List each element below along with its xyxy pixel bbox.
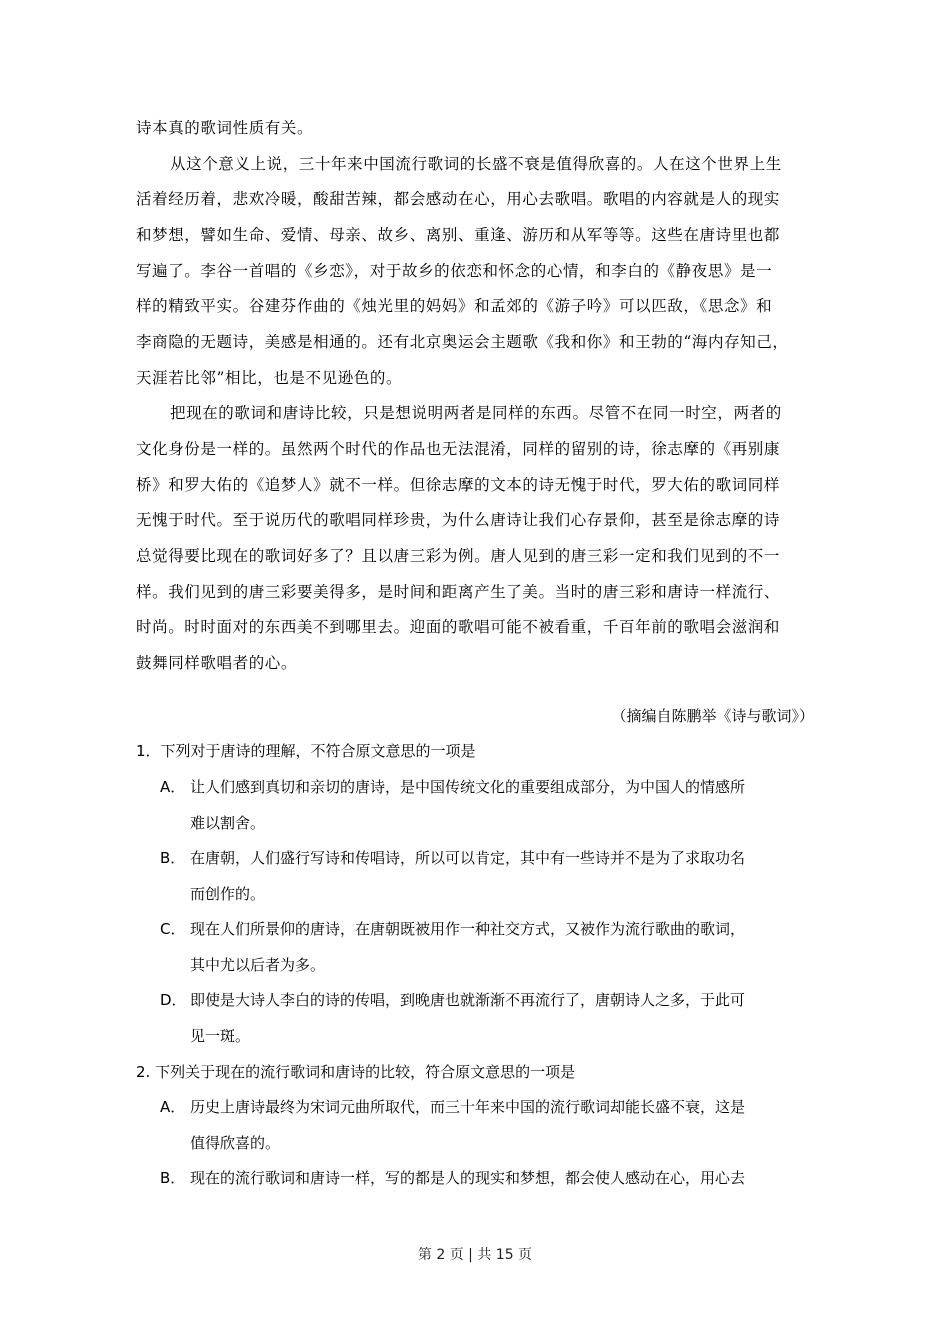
option-text: 现在人们所景仰的唐诗，在唐朝既被用作一种社交方式，又被作为流行歌曲的歌词， [190, 920, 746, 938]
passage-line: 样。我们见到的唐三彩要美得多，是时间和距离产生了美。当时的唐三彩和唐诗一样流行、 [136, 583, 781, 601]
question-1-stem: 1．下列对于唐诗的理解，不符合原文意思的一项是 [136, 742, 476, 760]
option-text: 让人们感到真切和亲切的唐诗，是中国传统文化的重要组成部分，为中国人的情感所 [190, 778, 746, 796]
option-text: 即使是大诗人李白的诗的传唱，到晚唐也就渐渐不再流行了，唐朝诗人之多，于此可 [190, 991, 746, 1009]
question-2-option-b [160, 1168, 745, 1188]
option-text: 历史上唐诗最终为宋词元曲所取代，而三十年来中国的流行歌词却能长盛不衰，这是 [190, 1098, 746, 1116]
option-label: A． [160, 1098, 186, 1116]
question-1-option-d [160, 990, 745, 1010]
passage-source: （摘编自陈鹏举《诗与歌词》） [611, 707, 814, 725]
question-2-option-a [160, 1097, 745, 1117]
passage-line: 天涯若比邻”相比，也是不见逊色的。 [136, 369, 403, 387]
passage-line: 和梦想，譬如生命、爱情、母亲、故乡、离别、重逢、游历和从军等等。这些在唐诗里也都 [136, 226, 781, 244]
passage-line: 无愧于时代。至于说历代的歌唱同样珍贵，为什么唐诗让我们心存景仰，甚至是徐志摩的诗 [136, 511, 781, 529]
option-text-continued: 而创作的。 [190, 885, 266, 903]
passage-line: 诗本真的歌词性质有关。 [136, 119, 314, 137]
question-2-stem: 2. 下列关于现在的流行歌词和唐诗的比较，符合原文意思的一项是 [136, 1063, 576, 1081]
passage-line: 李商隐的无题诗，美感是相通的。还有北京奥运会主题歌《我和你》和王勃的“海内存知己， [136, 333, 789, 351]
option-text: 在唐朝，人们盛行写诗和传唱诗，所以可以肯定，其中有一些诗并不是为了求取功名 [190, 849, 746, 867]
passage-line: 桥》和罗大佑的《追梦人》就不一样。但徐志摩的文本的诗无愧于时代，罗大佑的歌词同样 [136, 476, 781, 494]
option-label: B． [160, 849, 186, 867]
passage-line: 样的精致平实。谷建芬作曲的《烛光里的妈妈》和孟郊的《游子吟》可以匹敌，《思念》和 [136, 297, 773, 315]
passage-line: 活着经历着，悲欢冷暖，酸甜苦辣，都会感动在心，用心去歌唱。歌唱的内容就是人的现实 [136, 190, 781, 208]
passage-paragraph-start: 把现在的歌词和唐诗比较，只是想说明两者是同样的东西。尽管不在同一时空，两者的 [170, 404, 782, 422]
page-footer: 第 2 页 | 共 15 页 [417, 1247, 533, 1263]
question-1-option-a [160, 777, 745, 797]
option-label: B． [160, 1169, 186, 1187]
option-label: A． [160, 778, 186, 796]
passage-paragraph-start: 从这个意义上说，三十年来中国流行歌词的长盛不衰是值得欣喜的。人在这个世界上生 [170, 155, 782, 173]
option-text-continued: 值得欣喜的。 [190, 1134, 281, 1152]
passage-line: 鼓舞同样歌唱者的心。 [136, 654, 298, 672]
option-text: 现在的流行歌词和唐诗一样，写的都是人的现实和梦想，都会使人感动在心，用心去 [190, 1169, 746, 1187]
question-1-option-c [160, 919, 745, 939]
question-1-option-b [160, 848, 745, 868]
option-text-continued: 难以割舍。 [190, 814, 266, 832]
option-text-continued: 其中尤以后者为多。 [190, 956, 326, 974]
option-text-continued: 见一斑。 [190, 1027, 251, 1045]
passage-line: 总觉得要比现在的歌词好多了？且以唐三彩为例。唐人见到的唐三彩一定和我们见到的不一 [136, 547, 781, 565]
passage-line: 文化身份是一样的。虽然两个时代的作品也无法混淆，同样的留别的诗，徐志摩的《再别康 [136, 440, 781, 458]
option-label: C． [160, 920, 186, 938]
passage-line: 时尚。时时面对的东西美不到哪里去。迎面的歌唱可能不被看重，千百年前的歌唱会滋润和 [136, 618, 781, 636]
option-label: D． [160, 991, 187, 1009]
passage-line: 写遍了。李谷一首唱的《乡恋》，对于故乡的依恋和怀念的心情，和李白的《静夜思》是一 [136, 262, 773, 280]
